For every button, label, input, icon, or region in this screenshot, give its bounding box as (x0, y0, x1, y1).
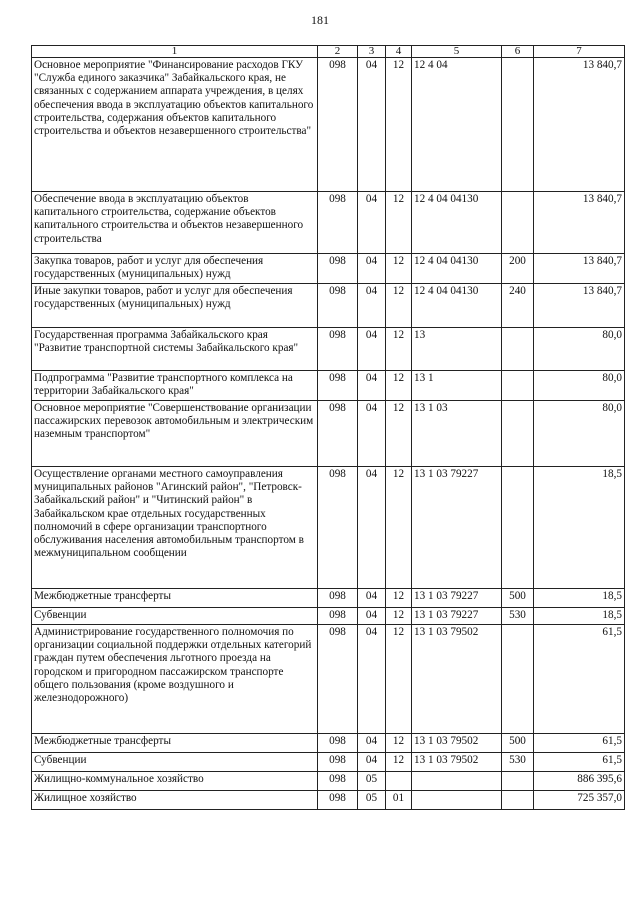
amount: 61,5 (534, 734, 625, 753)
row-name: Иные закупки товаров, работ и услуг для обеспечения государственных (муниципальных) нужд (32, 284, 318, 328)
column-header: 4 (386, 46, 412, 58)
table-row (32, 772, 625, 791)
subsection-code: 12 (386, 254, 412, 284)
row-name: Подпрограмма "Развитие транспортного комплекса на территории Забайкальского края" (32, 371, 318, 401)
expense-type-code: 530 (502, 753, 534, 772)
ministry-code: 098 (318, 791, 358, 810)
expense-type-code: 240 (502, 284, 534, 328)
target-article-code: 13 1 (412, 371, 502, 401)
target-article-code: 13 1 03 79502 (412, 625, 502, 734)
row-name: Осуществление органами местного самоуправления муниципальных районов "Агинский район", "Петровск-Забайкальский район" и "Читинский район" в Забайкальском крае отдельных государственных полномочий в сфере организации транспортного обслуживания населения автомобильным транспортом в межмуниципальном сообщении (32, 467, 318, 589)
table-row (32, 589, 625, 608)
amount: 61,5 (534, 753, 625, 772)
amount: 886 395,6 (534, 772, 625, 791)
section-code: 04 (358, 254, 386, 284)
ministry-code: 098 (318, 467, 358, 589)
table-row (32, 753, 625, 772)
subsection-code: 12 (386, 371, 412, 401)
target-article-code: 13 1 03 79227 (412, 608, 502, 625)
target-article-code: 13 1 03 79502 (412, 753, 502, 772)
target-article-code: 13 1 03 (412, 401, 502, 467)
amount: 80,0 (534, 328, 625, 371)
section-code: 04 (358, 625, 386, 734)
ministry-code: 098 (318, 58, 358, 192)
table-row (32, 371, 625, 401)
row-name: Администрирование государственного полномочия по организации социальной поддержки отдельных категорий граждан путем обеспечения льготного проезда на городском и пригородном пассажирском транспорте общего пользования (кроме воздушного и железнодорожного) (32, 625, 318, 734)
ministry-code: 098 (318, 753, 358, 772)
amount: 61,5 (534, 625, 625, 734)
section-code: 04 (358, 58, 386, 192)
column-header: 6 (502, 46, 534, 58)
table-header-row (32, 46, 625, 58)
section-code: 04 (358, 608, 386, 625)
target-article-code: 13 1 03 79502 (412, 734, 502, 753)
expense-type-code (502, 371, 534, 401)
budget-table (31, 45, 625, 810)
subsection-code (386, 772, 412, 791)
target-article-code: 12 4 04 04130 (412, 192, 502, 254)
section-code: 04 (358, 589, 386, 608)
section-code: 05 (358, 772, 386, 791)
target-article-code: 12 4 04 (412, 58, 502, 192)
column-header: 2 (318, 46, 358, 58)
amount: 18,5 (534, 467, 625, 589)
row-name: Государственная программа Забайкальского края "Развитие транспортной системы Забайкальского края" (32, 328, 318, 371)
amount: 80,0 (534, 401, 625, 467)
table-row (32, 401, 625, 467)
target-article-code (412, 772, 502, 791)
subsection-code: 12 (386, 284, 412, 328)
section-code: 04 (358, 192, 386, 254)
table-row (32, 608, 625, 625)
amount: 13 840,7 (534, 58, 625, 192)
section-code: 04 (358, 753, 386, 772)
section-code: 04 (358, 371, 386, 401)
row-name: Межбюджетные трансферты (32, 589, 318, 608)
ministry-code: 098 (318, 734, 358, 753)
subsection-code: 12 (386, 58, 412, 192)
row-name: Обеспечение ввода в эксплуатацию объектов капитального строительства, содержание объектов капитального строительства и объектов незавершенного строительства (32, 192, 318, 254)
table-row (32, 625, 625, 734)
row-name: Основное мероприятие "Совершенствование организации пассажирских перевозок автомобильным и электрическим наземным транспортом" (32, 401, 318, 467)
subsection-code: 12 (386, 192, 412, 254)
expense-type-code (502, 58, 534, 192)
expense-type-code (502, 192, 534, 254)
target-article-code: 13 1 03 79227 (412, 467, 502, 589)
subsection-code: 12 (386, 589, 412, 608)
row-name: Субвенции (32, 608, 318, 625)
table-row (32, 734, 625, 753)
target-article-code: 12 4 04 04130 (412, 284, 502, 328)
section-code: 04 (358, 734, 386, 753)
row-name: Основное мероприятие "Финансирование расходов ГКУ "Служба единого заказчика" Забайкальского края, не связанных с содержанием аппарата учреждения, в целях обеспечения ввода в эксплуатацию объектов капитального строительства, содержания объектов капитального строительства и объектов незавершенного строительства" (32, 58, 318, 192)
row-name: Жилищно-коммунальное хозяйство (32, 772, 318, 791)
amount: 18,5 (534, 589, 625, 608)
subsection-code: 01 (386, 791, 412, 810)
expense-type-code: 200 (502, 254, 534, 284)
row-name: Межбюджетные трансферты (32, 734, 318, 753)
ministry-code: 098 (318, 625, 358, 734)
expense-type-code: 530 (502, 608, 534, 625)
table-row (32, 467, 625, 589)
ministry-code: 098 (318, 371, 358, 401)
subsection-code: 12 (386, 401, 412, 467)
target-article-code: 13 (412, 328, 502, 371)
ministry-code: 098 (318, 401, 358, 467)
table-row (32, 791, 625, 810)
ministry-code: 098 (318, 192, 358, 254)
column-header: 1 (32, 46, 318, 58)
subsection-code: 12 (386, 625, 412, 734)
subsection-code: 12 (386, 467, 412, 589)
expense-type-code (502, 791, 534, 810)
ministry-code: 098 (318, 772, 358, 791)
row-name: Закупка товаров, работ и услуг для обеспечения государственных (муниципальных) нужд (32, 254, 318, 284)
target-article-code: 13 1 03 79227 (412, 589, 502, 608)
amount: 725 357,0 (534, 791, 625, 810)
subsection-code: 12 (386, 734, 412, 753)
section-code: 04 (358, 401, 386, 467)
column-header: 5 (412, 46, 502, 58)
expense-type-code (502, 328, 534, 371)
table-row (32, 284, 625, 328)
column-header: 3 (358, 46, 386, 58)
expense-type-code (502, 401, 534, 467)
table-row (32, 58, 625, 192)
section-code: 05 (358, 791, 386, 810)
amount: 13 840,7 (534, 284, 625, 328)
expense-type-code (502, 772, 534, 791)
subsection-code: 12 (386, 328, 412, 371)
ministry-code: 098 (318, 254, 358, 284)
ministry-code: 098 (318, 284, 358, 328)
target-article-code: 12 4 04 04130 (412, 254, 502, 284)
subsection-code: 12 (386, 608, 412, 625)
amount: 13 840,7 (534, 192, 625, 254)
section-code: 04 (358, 467, 386, 589)
ministry-code: 098 (318, 589, 358, 608)
row-name: Жилищное хозяйство (32, 791, 318, 810)
section-code: 04 (358, 328, 386, 371)
amount: 18,5 (534, 608, 625, 625)
ministry-code: 098 (318, 328, 358, 371)
amount: 13 840,7 (534, 254, 625, 284)
table-row (32, 254, 625, 284)
page-number: 181 (311, 13, 329, 27)
amount: 80,0 (534, 371, 625, 401)
section-code: 04 (358, 284, 386, 328)
subsection-code: 12 (386, 753, 412, 772)
table-row (32, 328, 625, 371)
expense-type-code: 500 (502, 734, 534, 753)
expense-type-code (502, 467, 534, 589)
column-header: 7 (534, 46, 625, 58)
expense-type-code: 500 (502, 589, 534, 608)
row-name: Субвенции (32, 753, 318, 772)
table-row (32, 192, 625, 254)
ministry-code: 098 (318, 608, 358, 625)
expense-type-code (502, 625, 534, 734)
target-article-code (412, 791, 502, 810)
